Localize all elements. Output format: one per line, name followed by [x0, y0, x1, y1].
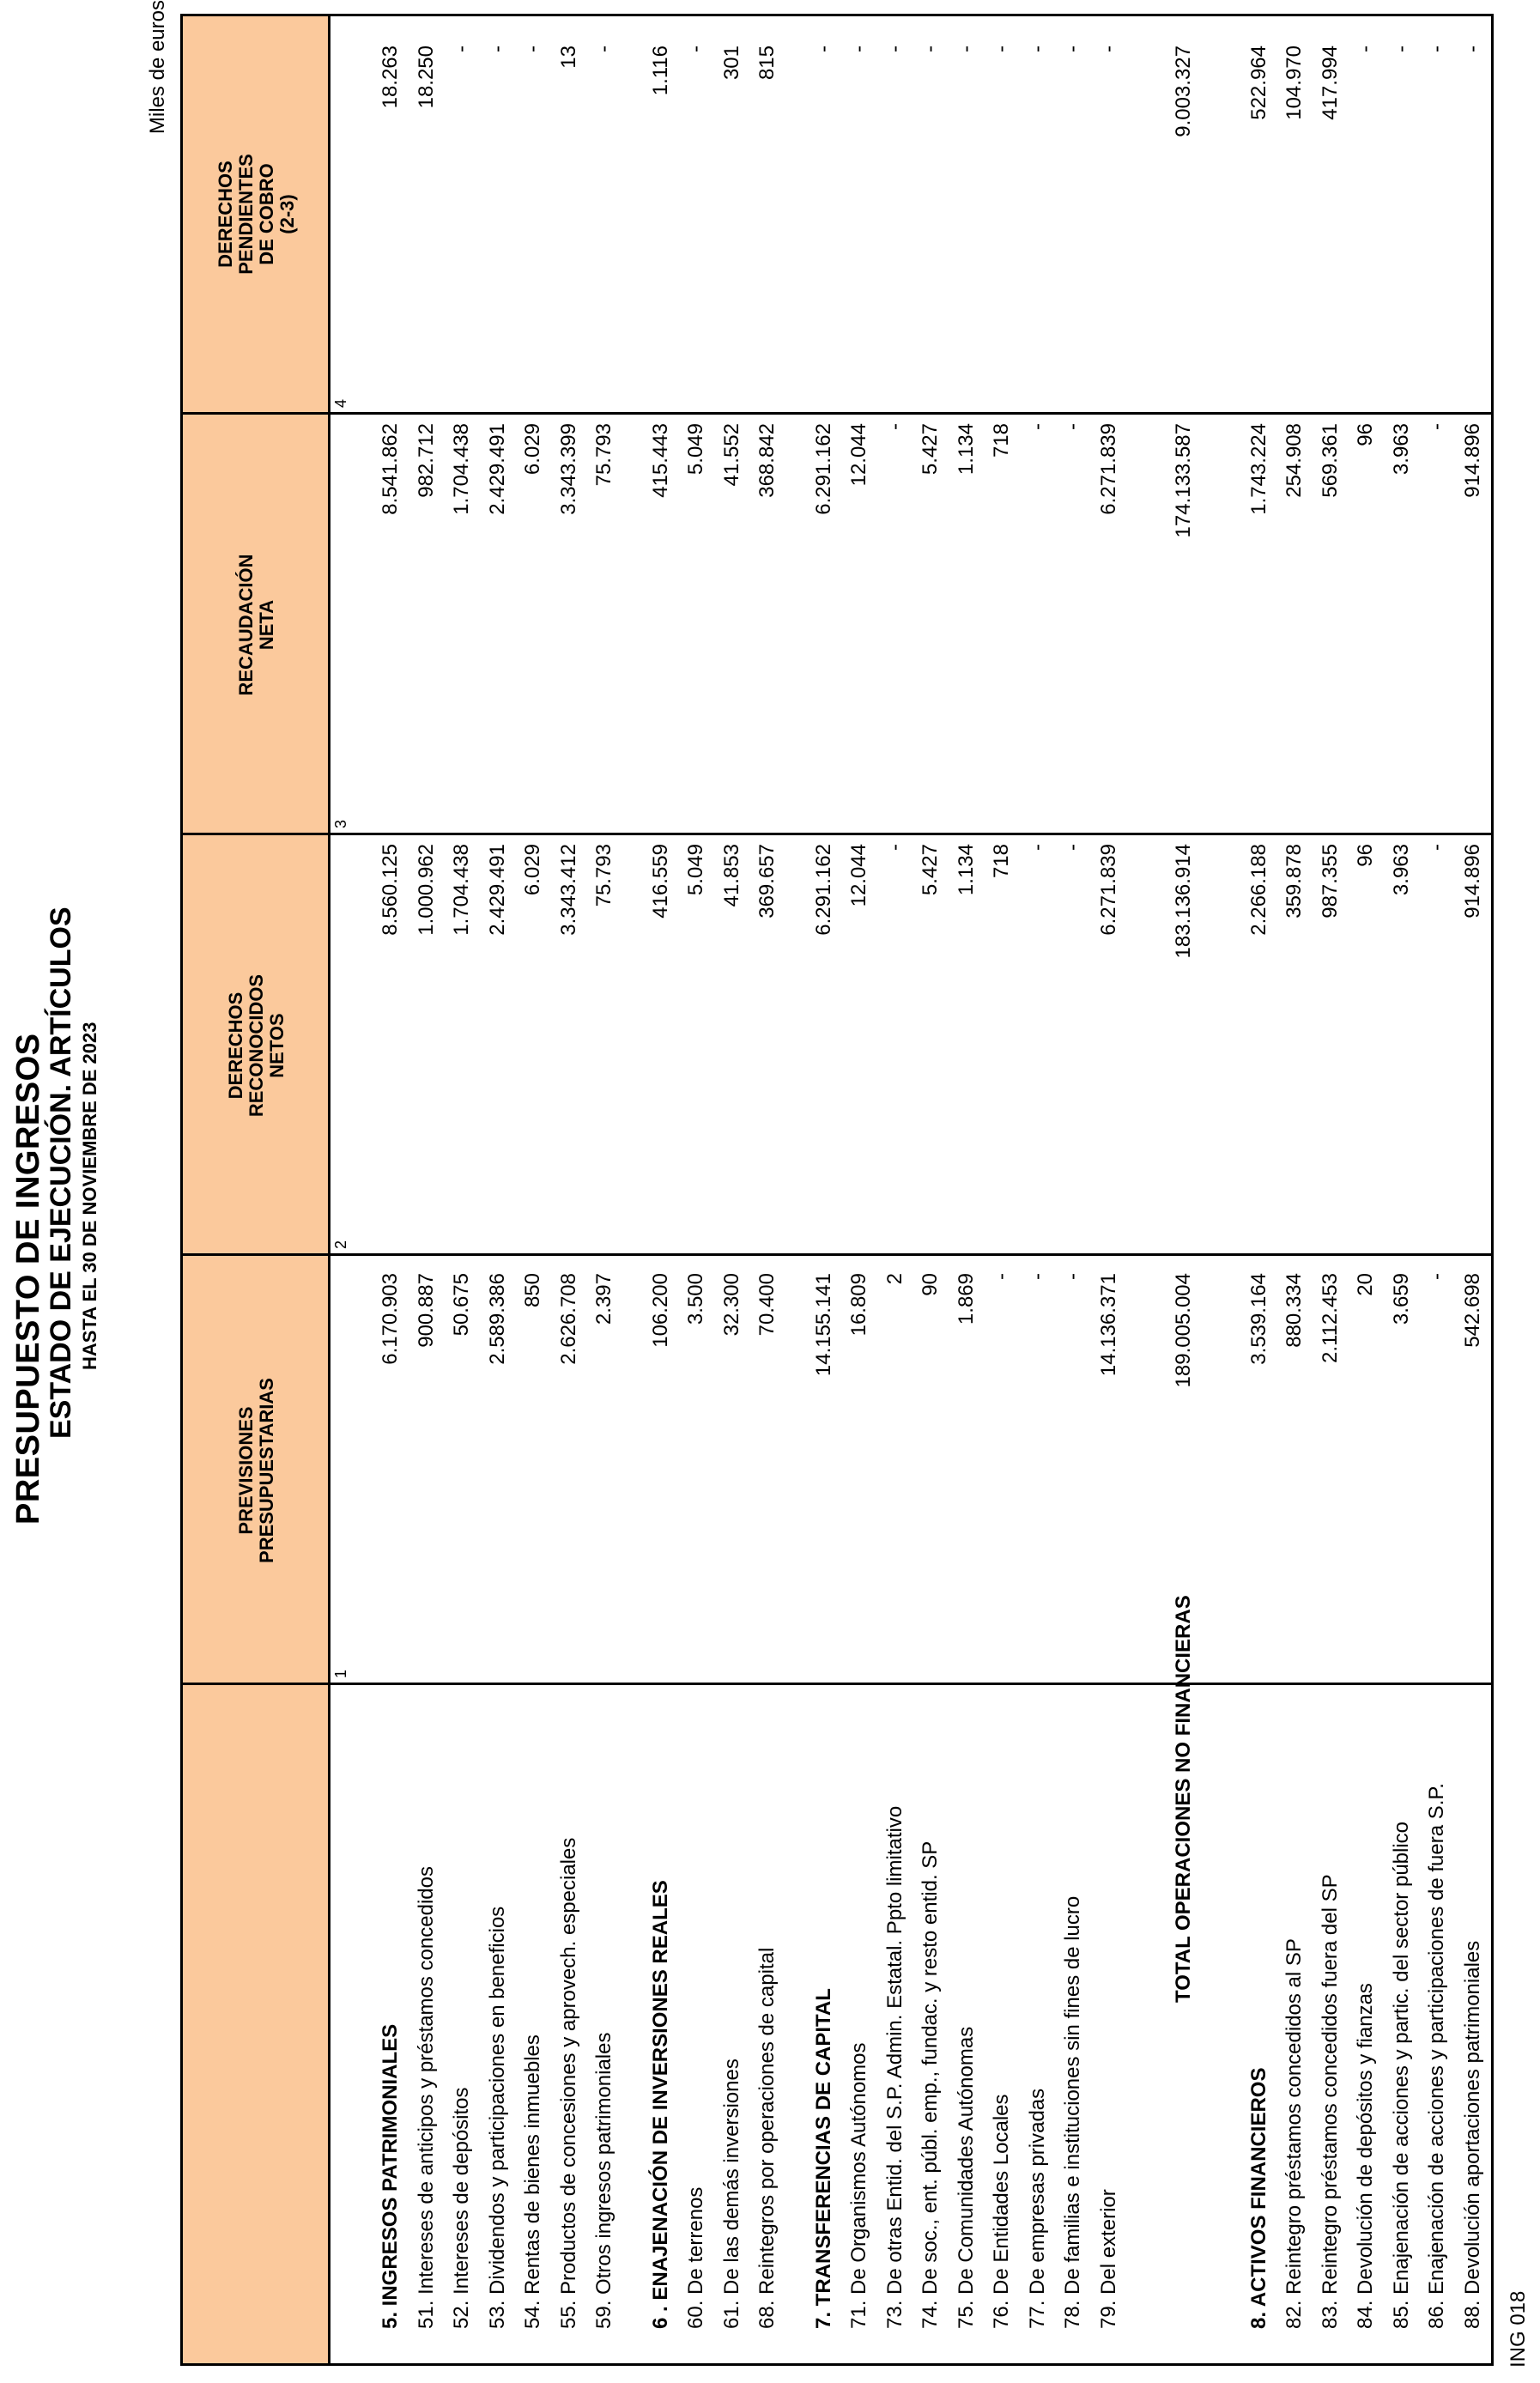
row-label: 82. Reintegro préstamos concedidos al SP	[1282, 1938, 1306, 2329]
column-number: 4	[332, 398, 349, 408]
table-row	[883, 16, 914, 2363]
row-value-col3: 75.793	[592, 423, 615, 487]
table-row	[450, 16, 481, 2363]
row-value-col2: 6.291.162	[811, 844, 835, 936]
table-row	[1319, 16, 1349, 2363]
table-row	[1097, 16, 1128, 2363]
row-value-col3: 96	[1354, 423, 1377, 446]
row-value-col4: -	[592, 45, 615, 52]
row-label: 61. De las demás inversiones	[719, 2059, 743, 2329]
row-value-col3: 3.963	[1389, 423, 1413, 476]
row-value-col3: 368.842	[755, 423, 779, 498]
row-value-col4: 104.970	[1282, 45, 1306, 120]
row-value-col3: 41.552	[719, 423, 743, 487]
table-row	[1461, 16, 1492, 2363]
row-value-col2: 1.704.438	[450, 844, 473, 936]
row-value-col2: 75.793	[592, 844, 615, 907]
row-value-col3: -	[1425, 423, 1448, 430]
row-value-col3: 6.291.162	[811, 423, 835, 515]
table-row	[1354, 16, 1385, 2363]
row-label: 52. Intereses de depósitos	[450, 2087, 473, 2329]
row-label: 75. De Comunidades Autónomas	[954, 2026, 978, 2329]
row-value-col4: -	[882, 45, 906, 52]
row-value-col3: -	[1025, 423, 1049, 430]
row-value-col4: 815	[755, 45, 779, 81]
row-value-col3: 3.343.399	[556, 423, 580, 515]
row-label: 74. De soc., ent. públ. emp., fundac. y resto entid. SP	[919, 1840, 942, 2329]
row-label: 8. ACTIVOS FINANCIEROS	[1246, 2067, 1270, 2329]
column-number: 3	[332, 819, 349, 828]
page-title: PRESUPUESTO DE INGRESOS	[10, 1033, 46, 1525]
column-header: PREVISIONES PRESUPUESTARIAS	[235, 1378, 277, 1563]
table-row	[720, 16, 751, 2363]
table-row	[847, 16, 878, 2363]
row-label: 73. De otras Entid. del S.P. Admin. Estatal. Ppto limitativo	[882, 1805, 906, 2329]
row-value-col3: 6.271.839	[1096, 423, 1120, 515]
row-value-col2: 3.963	[1389, 844, 1413, 896]
row-label: 79. Del exterior	[1096, 2189, 1120, 2329]
row-value-col2: 359.878	[1282, 844, 1306, 919]
row-value-col4: -	[684, 45, 707, 52]
row-value-col2: 1.000.962	[414, 844, 438, 936]
row-label: 88. Devolución aportaciones patrimoniales	[1460, 1940, 1484, 2329]
row-value-col1: 14.136.371	[1096, 1273, 1120, 1377]
date-line: HASTA EL 30 DE NOVIEMBRE DE 2023	[79, 1022, 100, 1370]
row-value-col1: -	[990, 1273, 1013, 1280]
row-value-col1: 850	[521, 1273, 544, 1308]
row-value-col1: -	[1025, 1273, 1049, 1280]
row-value-col4: -	[1460, 45, 1484, 52]
row-label: 51. Intereses de anticipos y préstamos concedidos	[414, 1866, 438, 2329]
column-header: DERECHOS RECONOCIDOS NETOS	[225, 973, 288, 1118]
row-label: 71. De Organismos Autónomos	[847, 2042, 870, 2329]
row-label: 78. De familias e instituciones sin fines de lucro	[1061, 1895, 1084, 2329]
row-value-col1: 14.155.141	[811, 1273, 835, 1377]
row-value-col3: 569.361	[1318, 423, 1342, 498]
row-value-col2: 2.266.188	[1246, 844, 1270, 936]
row-value-col3: 1.704.438	[450, 423, 473, 515]
row-value-col1: 70.400	[755, 1273, 779, 1337]
row-value-col2: -	[1425, 844, 1448, 851]
table-row	[1425, 16, 1456, 2363]
table-row	[990, 16, 1021, 2363]
row-label: 60. De terrenos	[684, 2186, 707, 2329]
row-value-col1: 900.887	[414, 1273, 438, 1348]
row-value-col2: -	[882, 844, 906, 851]
section-row	[812, 16, 843, 2363]
row-value-col4: 13	[556, 45, 580, 69]
row-value-col2: 987.355	[1318, 844, 1342, 919]
row-label: 7. TRANSFERENCIAS DE CAPITAL	[811, 1988, 835, 2329]
row-value-col4: 9.003.327	[1172, 45, 1195, 137]
table-row	[557, 16, 588, 2363]
row-value-col4: 18.250	[414, 45, 438, 109]
section-row	[1247, 16, 1278, 2363]
row-value-col2: -	[1025, 844, 1049, 851]
row-value-col1: 32.300	[719, 1273, 743, 1337]
row-label: 84. Devolución de depósitos y fianzas	[1354, 1983, 1377, 2329]
row-value-col4: -	[485, 45, 509, 52]
row-label: 83. Reintegro préstamos concedidos fuera del SP	[1318, 1874, 1342, 2329]
row-label: 76. De Entidades Locales	[990, 2094, 1013, 2329]
row-value-col4: -	[1061, 45, 1084, 52]
row-value-col4: 18.263	[379, 45, 402, 109]
row-value-col3: 982.712	[414, 423, 438, 498]
row-value-col2: 416.559	[648, 844, 672, 919]
row-value-col3: 12.044	[847, 423, 870, 487]
table-row	[1282, 16, 1313, 2363]
row-value-col1: 3.539.164	[1246, 1273, 1270, 1365]
row-value-col4: 301	[719, 45, 743, 81]
row-label: 85. Enajenación de acciones y partic. del sector público	[1389, 1821, 1413, 2329]
row-value-col1: 2.626.708	[556, 1273, 580, 1365]
budget-table	[180, 14, 1494, 2366]
row-value-col2: 12.044	[847, 844, 870, 907]
table-row	[592, 16, 623, 2363]
row-value-col3: 174.133.587	[1172, 423, 1195, 538]
row-value-col2: 183.136.914	[1172, 844, 1195, 959]
table-row	[1026, 16, 1057, 2363]
row-label: 55. Productos de concesiones y aprovech. especiales	[556, 1837, 580, 2329]
row-value-col1: 2.112.453	[1318, 1273, 1342, 1363]
column-header: DERECHOS PENDIENTES DE COBRO (2-3)	[215, 154, 298, 275]
row-value-col4: 417.994	[1318, 45, 1342, 120]
row-value-col4: -	[450, 45, 473, 52]
page-subtitle: ESTADO DE EJECUCIÓN. ARTÍCULOS	[45, 907, 77, 1439]
row-value-col4: 1.116	[648, 45, 672, 96]
total-row	[1172, 16, 1203, 2363]
row-value-col3: 6.029	[521, 423, 544, 476]
row-value-col1: 1.869	[954, 1273, 978, 1325]
row-value-col3: 1.743.224	[1246, 423, 1270, 515]
table-row	[919, 16, 949, 2363]
row-value-col1: 189.005.004	[1172, 1273, 1195, 1388]
row-label: 86. Enajenación de acciones y participaciones de fuera S.P.	[1425, 1783, 1448, 2329]
row-label: TOTAL OPERACIONES NO FINANCIERAS	[1172, 1595, 1195, 2003]
row-value-col4: -	[1389, 45, 1413, 52]
row-label: 54. Rentas de bienes inmuebles	[521, 2034, 544, 2329]
row-value-col1: 3.659	[1389, 1273, 1413, 1325]
row-value-col2: 2.429.491	[485, 844, 509, 936]
row-value-col1: 3.500	[684, 1273, 707, 1325]
row-value-col2: -	[1061, 844, 1084, 851]
row-value-col4: -	[919, 45, 942, 52]
row-value-col2: 6.029	[521, 844, 544, 896]
table-row	[1061, 16, 1092, 2363]
row-label: 68. Reintegros por operaciones de capital	[755, 1947, 779, 2329]
row-value-col1: -	[1425, 1273, 1448, 1280]
row-value-col4: -	[1096, 45, 1120, 52]
row-value-col3: 415.443	[648, 423, 672, 498]
row-value-col4: 522.964	[1246, 45, 1270, 120]
row-value-col1: 2.397	[592, 1273, 615, 1325]
row-label: 5. INGRESOS PATRIMONIALES	[379, 2023, 402, 2329]
row-value-col2: 3.343.412	[556, 844, 580, 936]
row-value-col3: -	[882, 423, 906, 430]
table-row	[486, 16, 517, 2363]
row-value-col4: -	[1425, 45, 1448, 52]
table-row	[1390, 16, 1421, 2363]
row-value-col4: -	[847, 45, 870, 52]
row-value-col4: -	[1025, 45, 1049, 52]
row-value-col3: -	[1061, 423, 1084, 430]
row-value-col1: 6.170.903	[379, 1273, 402, 1365]
row-value-col2: 718	[990, 844, 1013, 879]
row-value-col3: 718	[990, 423, 1013, 458]
table-row	[415, 16, 446, 2363]
row-label: 59. Otros ingresos patrimoniales	[592, 2032, 615, 2329]
row-value-col2: 369.657	[755, 844, 779, 919]
row-value-col1: 2	[882, 1273, 906, 1285]
row-value-col2: 5.049	[684, 844, 707, 896]
row-value-col3: 1.134	[954, 423, 978, 476]
row-value-col3: 5.049	[684, 423, 707, 476]
row-value-col4: -	[954, 45, 978, 52]
units-label: Miles de euros	[146, 0, 169, 135]
column-header: RECAUDACIÓN NETA	[235, 554, 277, 696]
row-value-col1: 106.200	[648, 1273, 672, 1348]
row-value-col2: 914.896	[1460, 844, 1484, 919]
table-row	[955, 16, 985, 2363]
row-value-col2: 6.271.839	[1096, 844, 1120, 936]
table-row	[755, 16, 786, 2363]
document-code: ING 018	[1507, 2290, 1530, 2368]
table-row	[684, 16, 715, 2363]
row-value-col1: -	[1061, 1273, 1084, 1280]
row-label: 53. Dividendos y participaciones en beneficios	[485, 1906, 509, 2329]
row-value-col2: 5.427	[919, 844, 942, 896]
row-value-col1: 542.698	[1460, 1273, 1484, 1348]
row-value-col4: -	[521, 45, 544, 52]
row-value-col3: 914.896	[1460, 423, 1484, 498]
row-value-col2: 41.853	[719, 844, 743, 907]
row-value-col1: 16.809	[847, 1273, 870, 1337]
row-value-col3: 2.429.491	[485, 423, 509, 515]
column-number: 1	[332, 1669, 349, 1678]
row-value-col1: 20	[1354, 1273, 1377, 1296]
row-value-col1: 90	[919, 1273, 942, 1296]
row-value-col1: 2.589.386	[485, 1273, 509, 1365]
row-value-col1: 50.675	[450, 1273, 473, 1337]
row-label: 6 . ENAJENACIÓN DE INVERSIONES REALES	[648, 1880, 672, 2329]
row-value-col1: 880.334	[1282, 1273, 1306, 1348]
row-value-col3: 254.908	[1282, 423, 1306, 498]
row-value-col4: -	[1354, 45, 1377, 52]
row-value-col3: 8.541.862	[379, 423, 402, 515]
row-value-col4: -	[811, 45, 835, 52]
row-value-col3: 5.427	[919, 423, 942, 476]
row-label: 77. De empresas privadas	[1025, 2088, 1049, 2329]
row-value-col2: 8.560.125	[379, 844, 402, 936]
row-value-col2: 1.134	[954, 844, 978, 896]
column-number: 2	[332, 1240, 349, 1249]
section-row	[649, 16, 680, 2363]
section-row	[379, 16, 409, 2363]
row-value-col2: 96	[1354, 844, 1377, 867]
row-value-col4: -	[990, 45, 1013, 52]
table-row	[521, 16, 552, 2363]
